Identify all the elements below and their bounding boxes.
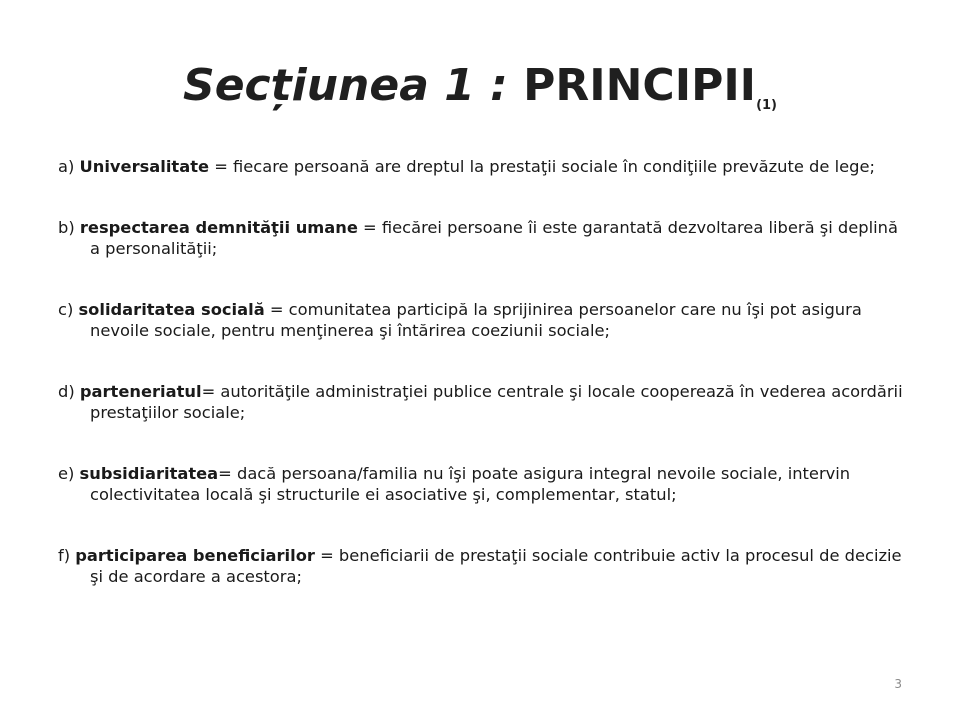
principle-text: = fiecare persoană are dreptul la prestaţii sociale în condiţiile prevăzute de lege; — [209, 157, 875, 176]
principle-term: participarea beneficiarilor — [75, 546, 315, 565]
principle-text: = beneficiarii de prestaţii sociale contribuie activ la procesul de decizie şi de acordare a acestora; — [90, 546, 902, 586]
principle-item — [58, 299, 910, 341]
principle-prefix: f) — [58, 546, 76, 565]
principle-term: parteneriatul — [79, 382, 202, 401]
slide-title — [0, 56, 960, 136]
principle-prefix: d) — [58, 382, 80, 401]
principle-item — [58, 381, 910, 423]
principle-text: = comunitatea participă la sprijinirea persoanelor care nu îşi pot asigura nevoile sociale, pentru menţinerea şi întărirea coeziunii sociale; — [90, 300, 862, 340]
principle-term: subsidiaritatea — [79, 464, 219, 483]
title-section-label: Secțiunea 1 : — [183, 60, 524, 111]
page-number: 3 — [894, 677, 902, 691]
principle-prefix: a) — [58, 157, 80, 176]
principle-item — [58, 156, 910, 177]
principle-prefix: c) — [58, 300, 79, 319]
title-main: PRINCIPII — [523, 60, 757, 111]
principle-item — [58, 217, 910, 259]
principle-text: = fiecărei persoane îi este garantată dezvoltarea liberă şi deplină a personalităţii; — [90, 218, 898, 258]
principle-prefix: b) — [58, 218, 80, 237]
principles-list — [58, 156, 910, 627]
principle-prefix: e) — [58, 464, 80, 483]
title-subscript: (1) — [756, 98, 777, 113]
principle-item — [58, 463, 910, 505]
principle-text: = dacă persoana/familia nu îşi poate asigura integral nevoile sociale, intervin colectivitatea locală şi structurile ei asociative şi, complementar, statul; — [90, 464, 851, 504]
principle-item — [58, 545, 910, 587]
principle-text: = autorităţile administraţiei publice centrale şi locale cooperează în vederea acordării prestaţiilor sociale; — [90, 382, 903, 422]
principle-term: solidaritatea socială — [78, 300, 265, 319]
principle-term: Universalitate — [79, 157, 210, 176]
principle-term: respectarea demnităţii umane — [79, 218, 358, 237]
